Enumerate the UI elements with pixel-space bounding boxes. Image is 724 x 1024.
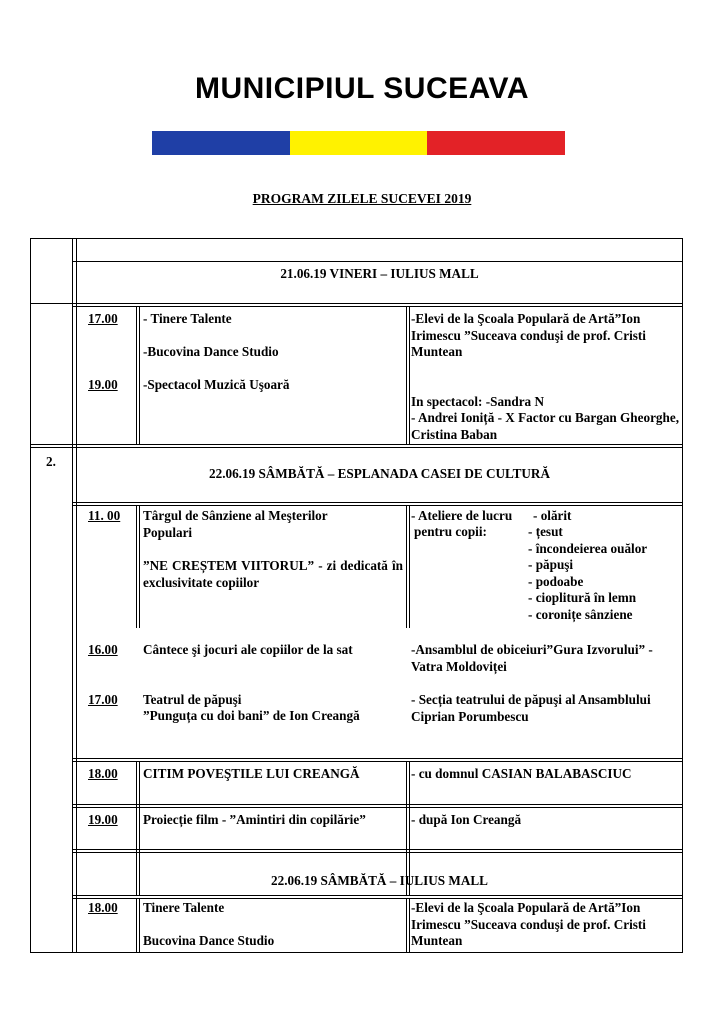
event-title: Proiecție film - ”Amintiri din copilărie”	[143, 812, 366, 827]
day-heading: 21.06.19 VINERI – IULIUS MALL	[280, 266, 479, 281]
event-title: - Tinere Talente	[143, 311, 232, 326]
time-slot: 19.00	[88, 812, 118, 827]
row-number: 2.	[46, 454, 56, 469]
activity-item: - cioplitură în lemn	[528, 590, 637, 605]
flag-yellow-stripe	[290, 131, 428, 155]
time-slot: 11. 00	[88, 508, 121, 523]
page-title: MUNICIPIUL SUCEAVA	[194, 72, 530, 105]
event-details: -Elevi de la Şcoala Populară de Artă”Ion Irimescu ”Suceava conduşi de prof. Cristi Muntean	[411, 900, 646, 948]
flag-red-stripe	[427, 131, 565, 155]
day-heading: 22.06.19 SÂMBĂTĂ – ESPLANADA CASEI DE CULTURĂ	[209, 466, 550, 481]
activity-item: - păpuşi	[528, 557, 574, 572]
event-details: - Andrei Ioniță - X Factor cu Bargan Gheorghe, Cristina Baban	[411, 410, 680, 442]
event-title: -Bucovina Dance Studio	[143, 344, 279, 359]
event-title: Târgul de Sânziene al Meşterilor Populari	[143, 508, 328, 540]
event-details: -Elevi de la Şcoala Populară de Artă”Ion Irimescu ”Suceava conduşi de prof. Cristi Muntean	[411, 311, 646, 359]
event-title: -Spectacol Muzică Uşoară	[143, 377, 290, 392]
day-heading: 22.06.19 SÂMBĂTĂ – IULIUS MALL	[271, 873, 488, 888]
event-details: - Secția teatrului de păpuşi al Ansamblului Ciprian Porumbescu	[411, 692, 651, 724]
event-details: In spectacol: -Sandra N	[411, 394, 544, 409]
activity-item: - podoabe	[528, 574, 584, 589]
event-title: Cântece şi jocuri ale copiilor de la sat	[143, 642, 353, 657]
event-details: - cu domnul CASIAN BALABASCIUC	[411, 766, 632, 781]
event-title: Bucovina Dance Studio	[143, 933, 275, 948]
workshop-label: pentru copii:	[414, 524, 487, 539]
activity-item: - încondeierea ouălor	[528, 541, 648, 556]
program-subtitle: PROGRAM ZILELE SUCEVEI 2019	[252, 191, 472, 206]
event-details: -Ansamblul de obiceiuri”Gura Izvorului” - Vatra Moldoviței	[411, 642, 653, 674]
event-title: Teatrul de păpuşi	[143, 692, 242, 707]
event-title: Tinere Talente	[143, 900, 225, 915]
event-title: ”NE CREȘTEM VIITORUL” - zi dedicată în exclusivitate copiilor	[143, 558, 403, 590]
time-slot: 18.00	[88, 766, 118, 781]
event-details: - după Ion Creangă	[411, 812, 522, 827]
activity-item: - țesut	[528, 524, 563, 539]
time-slot: 17.00	[88, 311, 118, 326]
workshop-label: - Ateliere de lucru	[411, 508, 513, 523]
time-slot: 18.00	[88, 900, 118, 915]
time-slot: 17.00	[88, 692, 118, 707]
flag-blue-stripe	[152, 131, 290, 155]
event-title: CITIM POVEŞTILE LUI CREANGĂ	[143, 766, 360, 781]
time-slot: 16.00	[88, 642, 118, 657]
activity-item: - olărit	[533, 508, 572, 523]
activity-item: - coronițe sânziene	[528, 607, 633, 622]
romanian-flag-bar	[152, 131, 565, 155]
event-title: ”Punguța cu doi bani” de Ion Creangă	[143, 708, 360, 723]
time-slot: 19.00	[88, 377, 118, 392]
